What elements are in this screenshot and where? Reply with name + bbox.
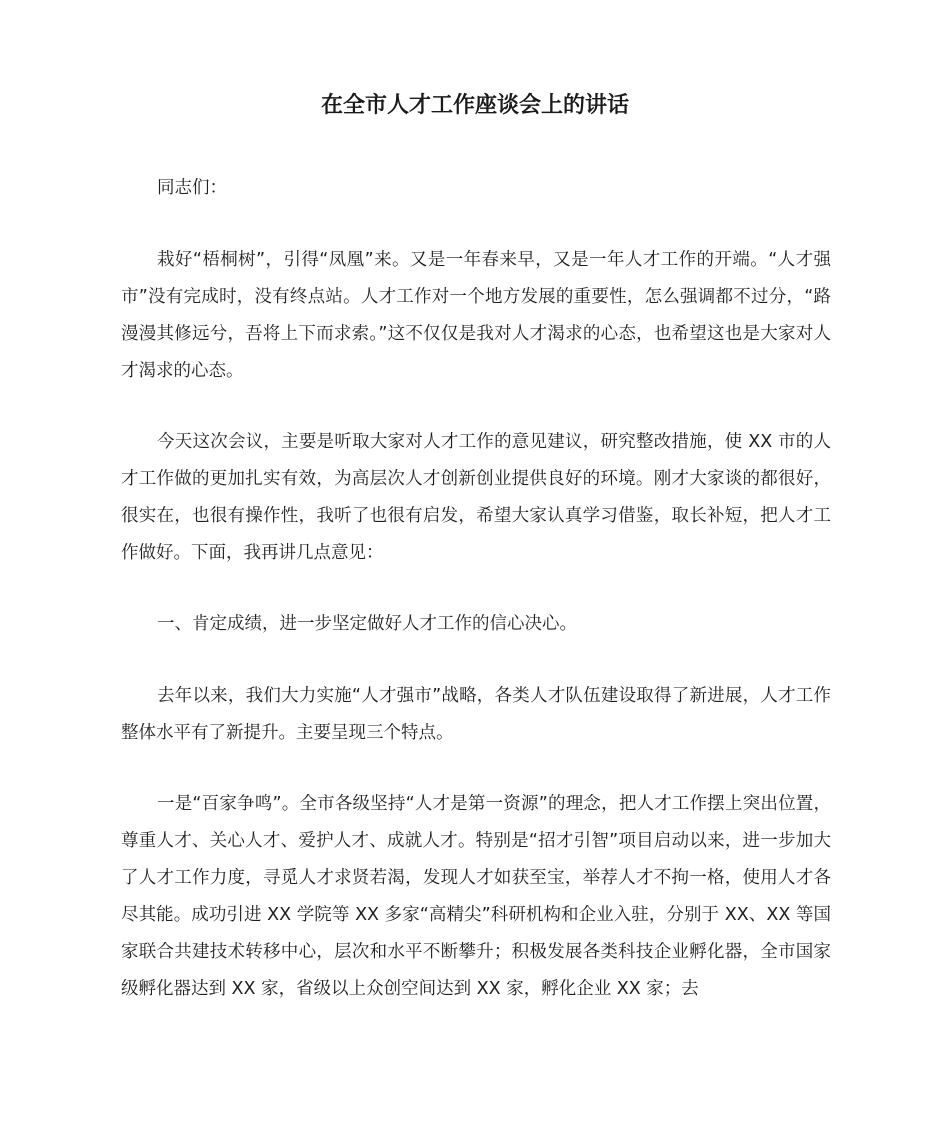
paragraph-4: 去年以来，我们大力实施“人才强市”战略，各类人才队伍建设取得了新进展，人才工作整体水平有了新提升。主要呈现三个特点。 xyxy=(121,686,831,743)
paragraph-5: 一是“百家争鸣”。全市各级坚持“人才是第一资源”的理念，把人才工作摆上突出位置，尊重人才、关心人才、爱护人才、成就人才。特别是“招才引智”项目启动以来，进一步加大了人才工作力度，寻觅人才求贤若渴，发现人才如获至宝，举荐人才不拘一格，使用人才各尽其能。成功引进 XX 学院等 XX 多家“高精尖”科研机构和企业入驻，分别于 XX、XX 等国家联合共建技术转移中心，层次和水平不断攀升；积极发展各类科技企业孵化器，全市国家级孵化器达到 XX 家，省级以上众创空间达到 XX 家，孵化企业 XX 家；去 xyxy=(121,794,831,999)
paragraph-2: 今天这次会议，主要是听取大家对人才工作的意见建议，研究整改措施，使 XX 市的人才工作做的更加扎实有效，为高层次人才创新创业提供良好的环境。刚才大家谈的都很好，很实在，也很有操作性，我听了也很有启发，希望大家认真学习借鉴，取长补短，把人才工作做好。下面，我再讲几点意见： xyxy=(121,432,831,563)
salutation: 同志们： xyxy=(157,178,227,198)
document-title: 在全市人才工作座谈会上的讲话 xyxy=(320,93,629,118)
paragraph-3-heading: 一、肯定成绩，进一步坚定做好人才工作的信心决心。 xyxy=(157,614,577,634)
paragraph-1: 栽好“梧桐树”，引得“凤凰”来。又是一年春来早，又是一年人才工作的开端。“人才强市”没有完成时，没有终点站。人才工作对一个地方发展的重要性，怎么强调都不过分，“路漫漫其修远兮，吾将上下而求索。”这不仅仅是我对人才渴求的心态，也希望这也是大家对人才渴求的心态。 xyxy=(121,250,831,381)
